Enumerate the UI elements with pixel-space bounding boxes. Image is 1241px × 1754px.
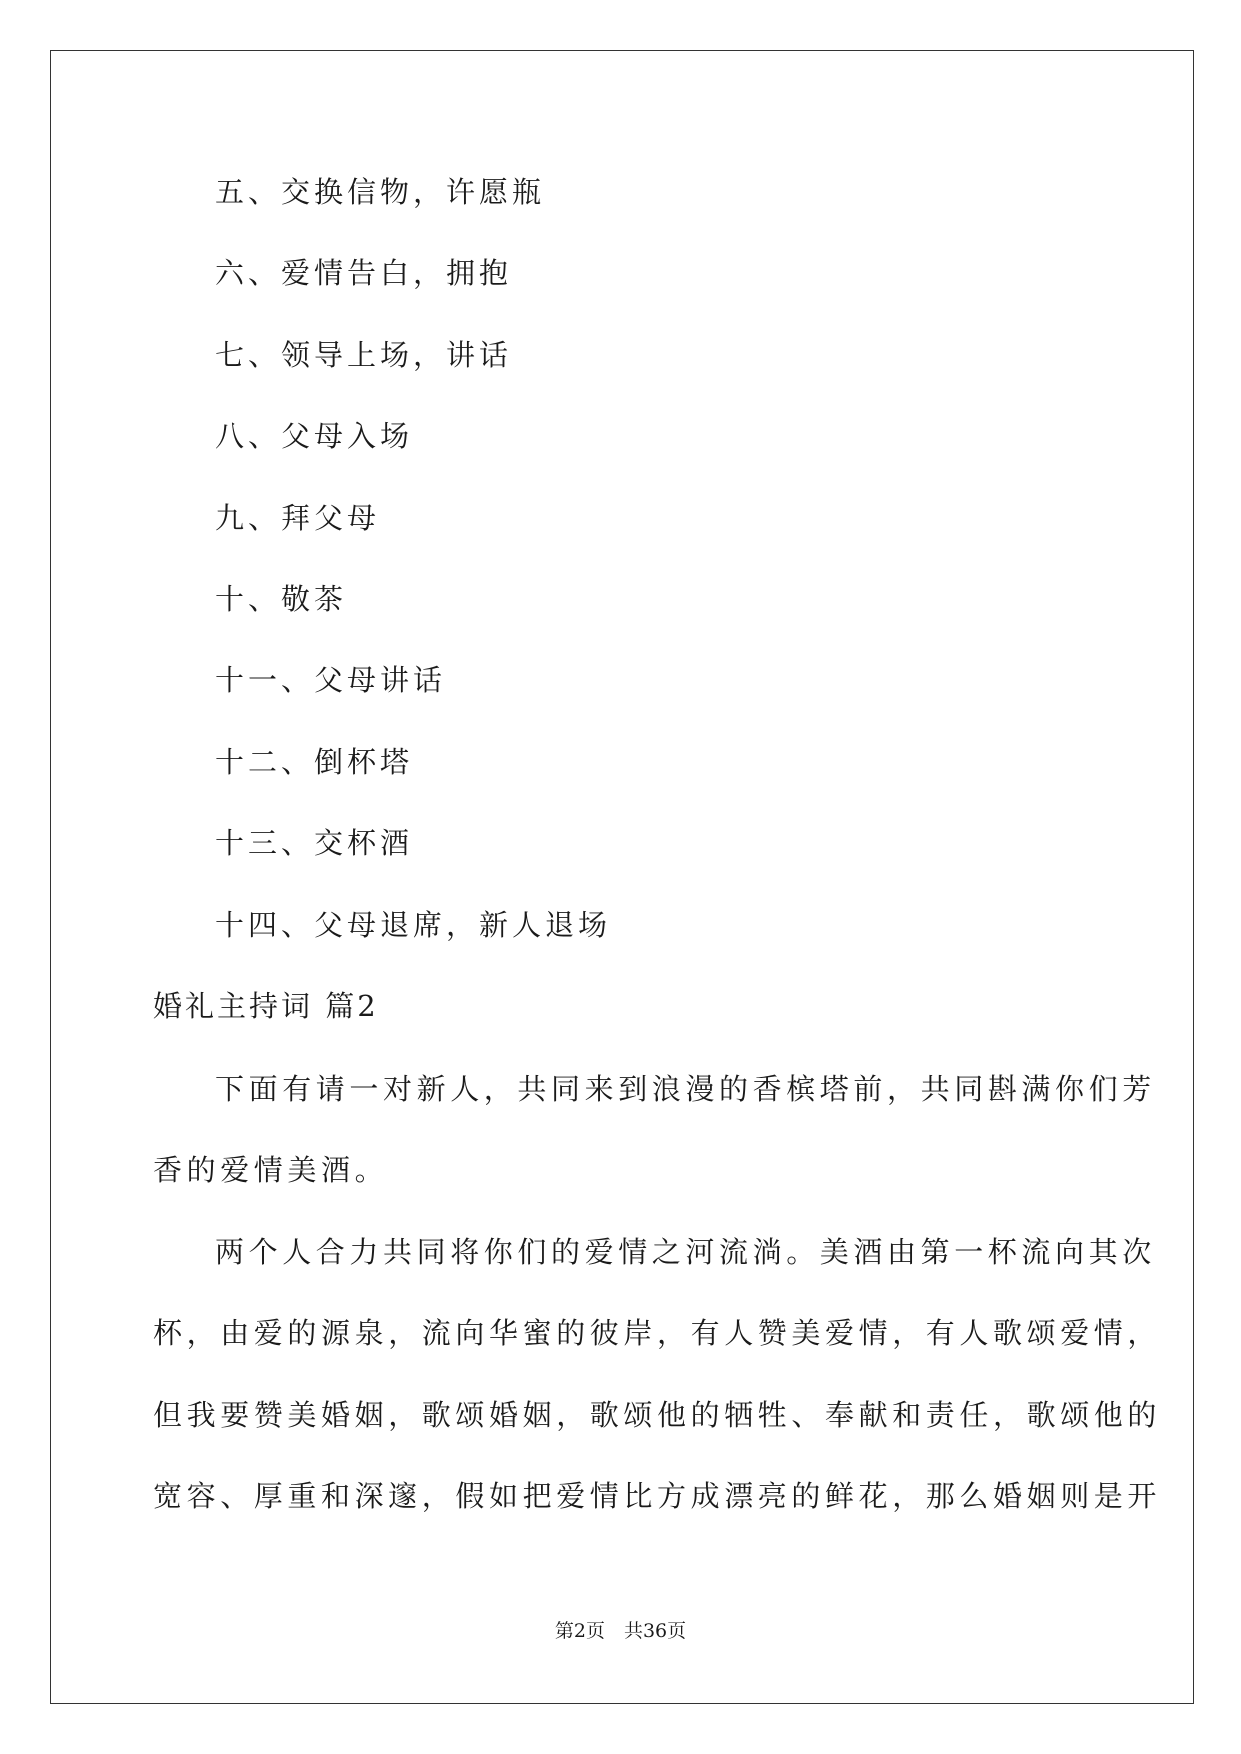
- list-item: 五、交换信物，许愿瓶: [215, 175, 546, 209]
- list-item: 十一、父母讲话: [215, 663, 447, 697]
- paragraph-line: 杯，由爱的源泉，流向华蜜的彼岸，有人赞美爱情，有人歌颂爱情，: [153, 1316, 1162, 1350]
- list-item: 十三、交杯酒: [215, 826, 414, 860]
- page-border: [50, 50, 1194, 1704]
- section-heading: 婚礼主持词 篇2: [153, 989, 379, 1023]
- list-item: 六、爱情告白，拥抱: [215, 256, 513, 290]
- paragraph-line: 宽容、厚重和深邃，假如把爱情比方成漂亮的鲜花，那么婚姻则是开: [153, 1479, 1162, 1513]
- list-item: 十二、倒杯塔: [215, 745, 414, 779]
- paragraph-line: 下面有请一对新人，共同来到浪漫的香槟塔前，共同斟满你们芳: [215, 1072, 1156, 1106]
- paragraph-line: 两个人合力共同将你们的爱情之河流淌。美酒由第一杯流向其次: [215, 1235, 1156, 1269]
- page-number-footer: 第2页 共36页: [554, 1620, 687, 1642]
- list-item: 十四、父母退席，新人退场: [215, 908, 612, 942]
- list-item: 十、敬茶: [215, 582, 348, 616]
- list-item: 七、领导上场，讲话: [215, 338, 513, 372]
- list-item: 八、父母入场: [215, 419, 414, 453]
- paragraph-line: 香的爱情美酒。: [153, 1153, 389, 1187]
- paragraph-line: 但我要赞美婚姻，歌颂婚姻，歌颂他的牺牲、奉献和责任，歌颂他的: [153, 1398, 1162, 1432]
- list-item: 九、拜父母: [215, 501, 381, 535]
